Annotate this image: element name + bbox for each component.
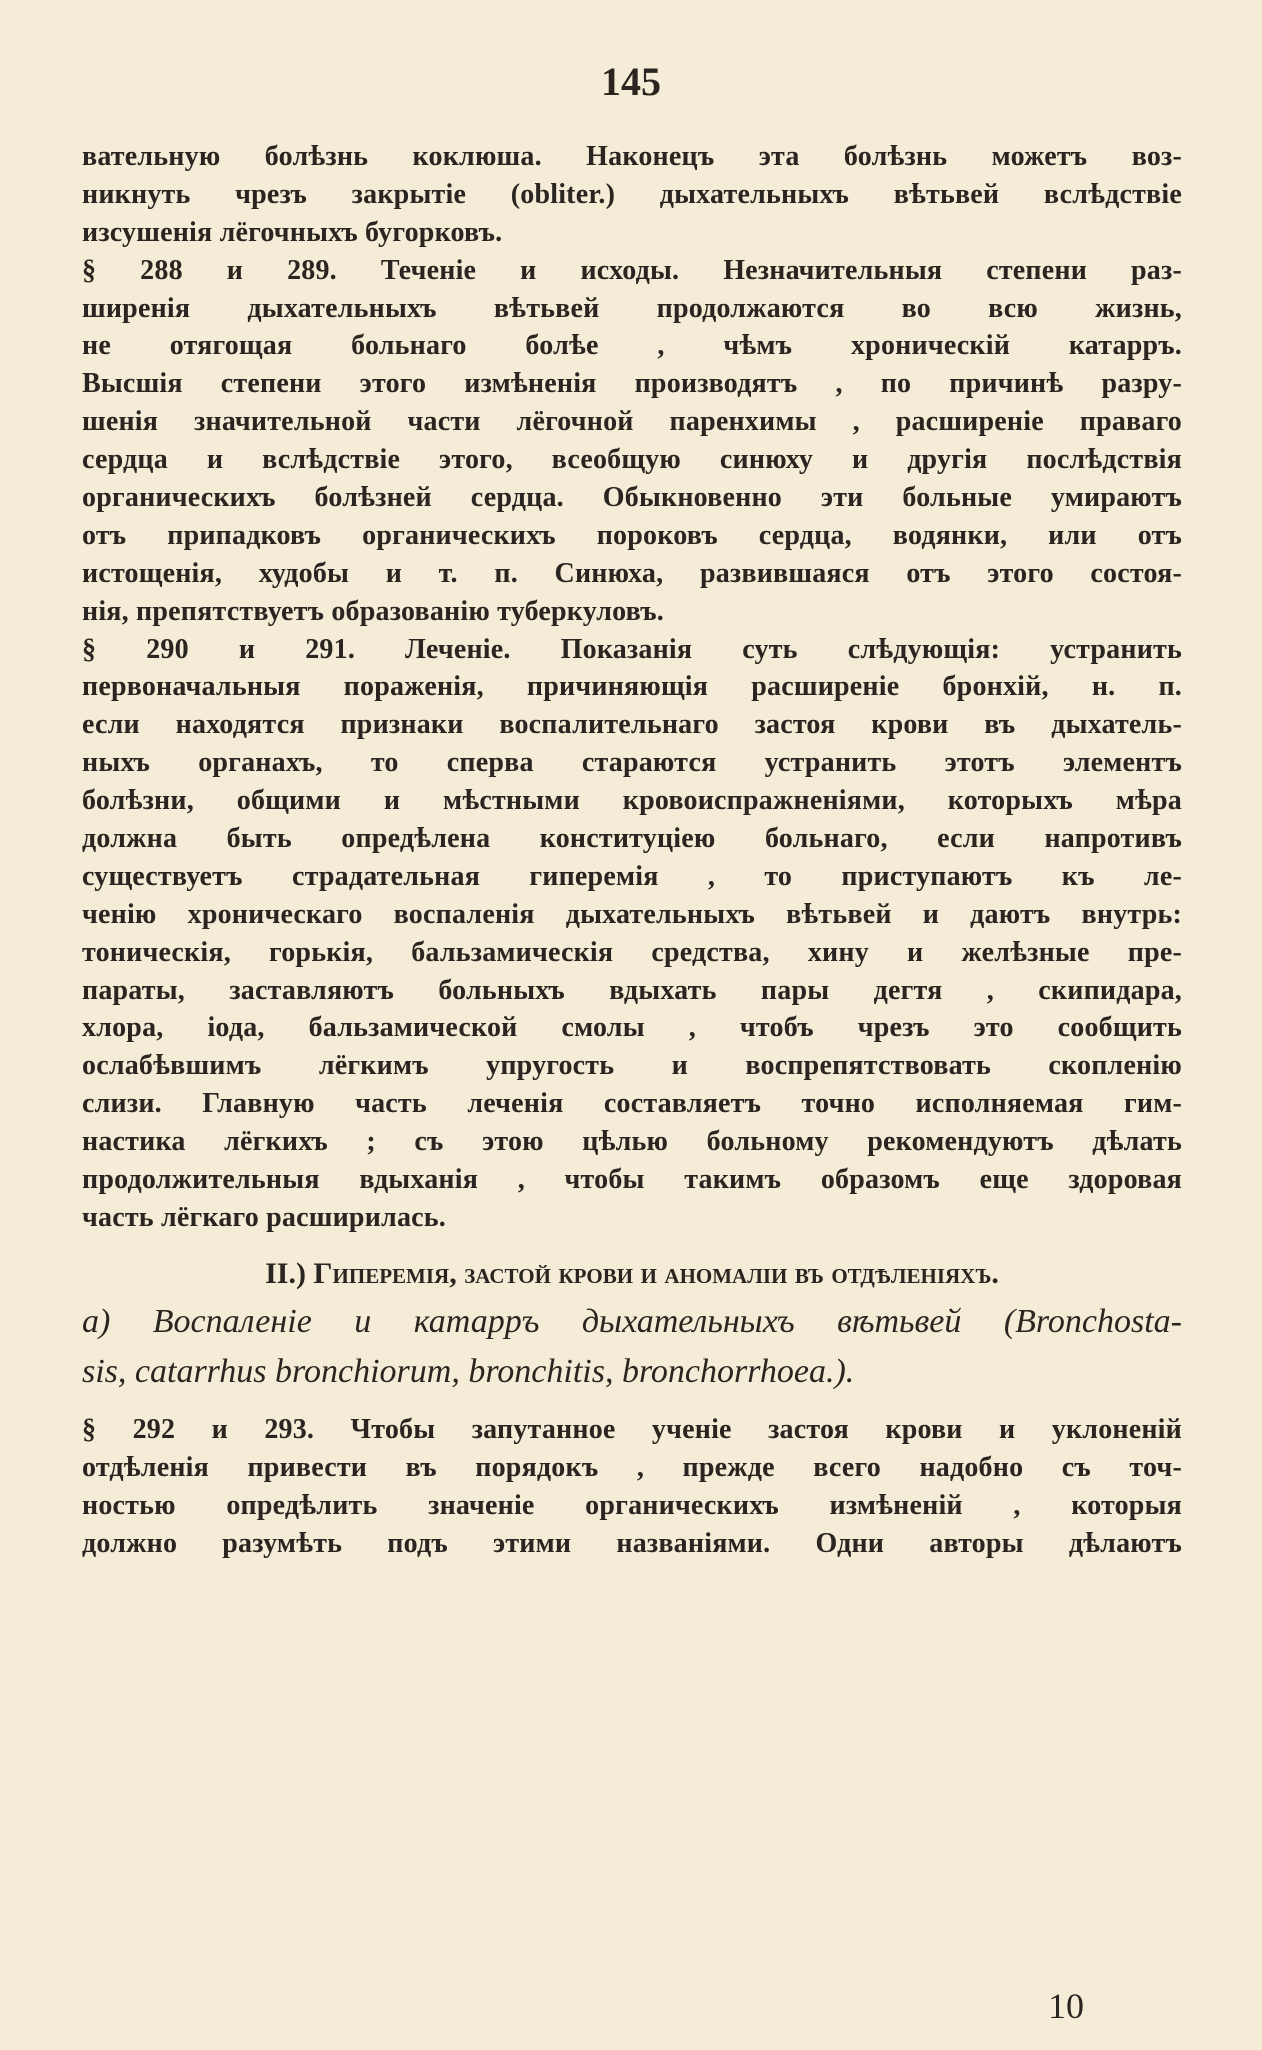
- text-line: ослабѣвшимъ лёгкимъ упругость и воспрепятствовать скопленію: [82, 1050, 1182, 1082]
- text-line: настика лёгкихъ ; съ этою цѣлью больному рекомендуютъ дѣлать: [82, 1126, 1182, 1158]
- page-number: 145: [601, 59, 661, 104]
- signature-mark: 10: [1048, 1986, 1084, 2026]
- text-line: истощенія, худобы и т. п. Синюха, развившаяся отъ этого состоя-: [82, 557, 1182, 589]
- text-line: слизи. Главную часть леченія составляетъ точно исполняемая гим-: [82, 1088, 1182, 1120]
- text-line: отъ припадковъ органическихъ пороковъ сердца, водянки, или отъ: [82, 519, 1182, 551]
- text-line: Высшія степени этого измѣненія производятъ , по причинѣ разру-: [82, 368, 1182, 400]
- spacer: [82, 1237, 1182, 1251]
- text-line: шенія значительной части лёгочной паренхимы , расширеніе праваго: [82, 406, 1182, 438]
- text-line: должно разумѣть подъ этими названіями. Одни авторы дѣлаютъ: [82, 1527, 1182, 1559]
- paragraph-292-293: [82, 1411, 1182, 1563]
- subsection-title: sis, catarrhus bronchiorum, bronchitis, bronchorrhoea.).: [82, 1352, 855, 1390]
- text-line: первоначальныя пораженія, причиняющія расширеніе бронхій, н. п.: [82, 671, 1182, 703]
- subsection-title: а) Воспаленіе и катарръ дыхательныхъ вѣтьвей (Bronchosta-: [82, 1302, 1182, 1340]
- text-line: продолжительныя вдыханія , чтобы такимъ образомъ еще здоровая: [82, 1164, 1182, 1196]
- text-line: параты, заставляютъ больныхъ вдыхать пары дегтя , скипидара,: [82, 974, 1182, 1006]
- text-line: ностью опредѣлить значеніе органическихъ измѣненій , которыя: [82, 1489, 1182, 1521]
- paragraph-288-289: [82, 252, 1182, 631]
- text-line: должна быть опредѣлена конституціею больнаго, если напротивъ: [82, 823, 1182, 855]
- text-line: хлора, іода, бальзамической смолы , чтобъ чрезъ это сообщить: [82, 1012, 1182, 1044]
- text-line: сердца и вслѣдствіе этого, всеобщую синюху и другія послѣдствія: [82, 444, 1182, 476]
- text-line: нія, препятствуетъ образованію туберкуловъ.: [82, 595, 664, 627]
- text-line: болѣзни, общими и мѣстными кровоиспражненіями, которыхъ мѣра: [82, 785, 1182, 817]
- text-line: ныхъ органахъ, то сперва стараются устранить этотъ элементъ: [82, 747, 1182, 779]
- text-line: не отягощая больнаго болѣе , чѣмъ хроническій катарръ.: [82, 330, 1182, 362]
- paragraph-intro: [82, 138, 1182, 252]
- text-line: § 292 и 293. Чтобы запутанное ученіе застоя крови и уклоненій: [82, 1413, 1182, 1445]
- text-line: ширенія дыхательныхъ вѣтьвей продолжаются во всю жизнь,: [82, 292, 1182, 324]
- text-line: никнуть чрезъ закрытіе (obliter.) дыхательныхъ вѣтьвей вслѣдствіе: [82, 178, 1182, 210]
- paragraph-290-291: [82, 631, 1182, 1237]
- text-line: часть лёгкаго расширилась.: [82, 1201, 446, 1233]
- page-body: [82, 138, 1182, 1562]
- spacer: [82, 1397, 1182, 1411]
- text-line: тоническія, горькія, бальзамическія средства, хину и желѣзные пре-: [82, 936, 1182, 968]
- text-line: § 288 и 289. Теченіе и исходы. Незначительныя степени раз-: [82, 254, 1182, 286]
- text-line: органическихъ болѣзней сердца. Обыкновенно эти больные умираютъ: [82, 482, 1182, 514]
- text-line: ченію хроническаго воспаленія дыхательныхъ вѣтьвей и даютъ внутрь:: [82, 898, 1182, 930]
- text-line: если находятся признаки воспалительнаго застоя крови въ дыхатель-: [82, 709, 1182, 741]
- text-line: существуетъ страдательная гиперемія , то приступаютъ къ ле-: [82, 860, 1182, 892]
- text-line: § 290 и 291. Леченіе. Показанія суть слѣдующія: устранить: [82, 633, 1182, 665]
- section-title: II.) Гиперемія, застой крови и аномаліи въ отдѣленіяхъ.: [265, 1256, 999, 1290]
- text-line: вательную болѣзнь коклюша. Наконецъ эта болѣзнь можетъ воз-: [82, 141, 1182, 172]
- text-line: изсушенія лёгочныхъ бугорковъ.: [82, 216, 503, 248]
- text-line: отдѣленія привести въ порядокъ , прежде всего надобно съ точ-: [82, 1451, 1182, 1483]
